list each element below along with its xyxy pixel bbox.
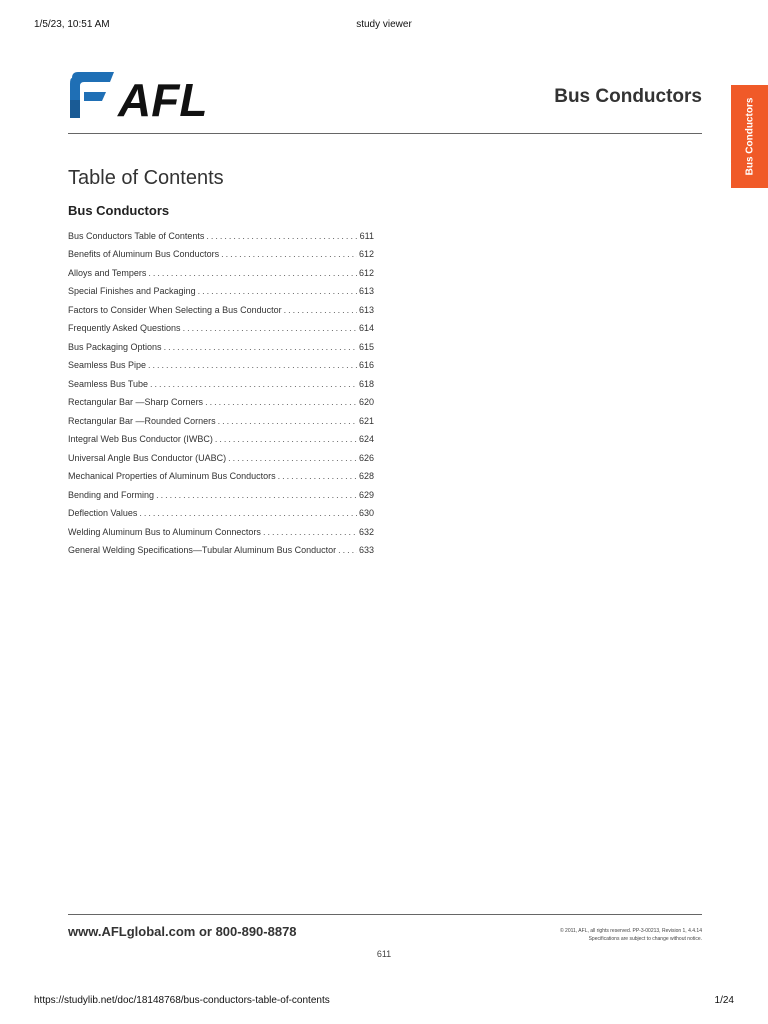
toc-entry[interactable] (68, 241, 374, 260)
toc-entry[interactable] (68, 444, 374, 463)
toc-leader-dots (228, 453, 357, 463)
toc-leader-dots (218, 416, 357, 426)
toc-heading: Table of Contents (68, 167, 224, 189)
toc-entry-page: 629 (358, 489, 374, 500)
toc-entry-title: Alloys and Tempers (68, 267, 147, 278)
toc-entry-title: Frequently Asked Questions (68, 323, 181, 333)
toc-leader-dots (205, 397, 357, 407)
toc-entry-title: Welding Aluminum Bus to Aluminum Connectors (68, 526, 261, 537)
toc-leader-dots (183, 323, 357, 333)
toc-entry[interactable] (68, 333, 374, 352)
toc-leader-dots (156, 490, 357, 500)
print-page-title: study viewer (356, 19, 412, 30)
toc-entry-title: Deflection Values (68, 508, 138, 518)
document-title: Bus Conductors (554, 86, 702, 107)
disclaimer-line: Specifications are subject to change without notice. (588, 936, 702, 942)
toc-entry-page: 628 (358, 471, 374, 481)
print-header (34, 19, 734, 31)
toc-entry-title: Mechanical Properties of Aluminum Bus Conductors (68, 471, 276, 481)
toc-list (68, 222, 374, 555)
toc-leader-dots (338, 545, 357, 555)
toc-leader-dots (164, 342, 357, 352)
toc-entry[interactable] (68, 259, 374, 278)
toc-entry[interactable] (68, 463, 374, 482)
document-page-number: 611 (376, 949, 392, 959)
toc-entry-title: Integral Web Bus Conductor (IWBC) (68, 434, 213, 444)
afl-logo (68, 70, 238, 120)
toc-entry-page: 620 (358, 397, 374, 407)
toc-entry[interactable] (68, 370, 374, 389)
toc-entry-title: Seamless Bus Tube (68, 378, 149, 389)
toc-leader-dots (148, 360, 357, 370)
toc-entry-page: 630 (358, 508, 374, 518)
toc-entry-title: Bus Packaging Options (68, 341, 162, 352)
copyright-line: © 2011, AFL, all rights reserved. PP-3-00213, Revision 1, 4.4.14 (559, 928, 702, 934)
toc-entry[interactable] (68, 500, 374, 519)
toc-leader-dots (198, 286, 357, 296)
toc-entry-title: Bending and Forming (68, 489, 155, 500)
toc-entry[interactable] (68, 296, 374, 315)
toc-entry-page: 612 (358, 267, 374, 278)
toc-entry-title: Rectangular Bar —Sharp Corners (68, 397, 204, 407)
toc-entry-page: 616 (358, 360, 374, 370)
toc-entry-page: 621 (358, 415, 374, 426)
toc-entry[interactable] (68, 389, 374, 408)
toc-entry-page: 615 (358, 341, 374, 352)
toc-leader-dots (263, 527, 357, 537)
toc-leader-dots (215, 434, 357, 444)
toc-leader-dots (278, 471, 357, 481)
toc-entry-page: 613 (358, 304, 374, 315)
toc-entry-title: Universal Angle Bus Conductor (UABC) (68, 452, 227, 463)
toc-entry-title: General Welding Specifications—Tubular Aluminum Bus Conductor (68, 545, 337, 555)
toc-section-title: Bus Conductors (68, 203, 170, 218)
toc-entry-page: 611 (359, 230, 374, 241)
toc-entry-page: 613 (358, 286, 374, 296)
side-tab-label: Bus Conductors (744, 97, 755, 176)
footer-rule (68, 914, 702, 915)
toc-entry[interactable] (68, 407, 374, 426)
toc-entry-page: 626 (358, 452, 374, 463)
toc-entry-page: 633 (358, 545, 374, 555)
header-rule (68, 133, 702, 134)
toc-leader-dots (150, 379, 357, 389)
toc-entry[interactable] (68, 518, 374, 537)
print-pagination: 1/24 (714, 995, 734, 1006)
toc-entry-page: 612 (358, 249, 374, 259)
toc-entry-page: 618 (358, 378, 374, 389)
print-datetime: 1/5/23, 10:51 AM (34, 19, 110, 30)
toc-entry-title: Seamless Bus Pipe (68, 360, 147, 370)
toc-entry-page: 624 (358, 434, 374, 444)
toc-entry-title: Bus Conductors Table of Contents (68, 230, 205, 241)
print-url: https://studylib.net/doc/18148768/bus-conductors-table-of-contents (34, 995, 330, 1006)
toc-leader-dots (139, 508, 357, 518)
logo-text: AFL (118, 74, 208, 120)
toc-entry[interactable] (68, 481, 374, 500)
toc-entry-title: Factors to Consider When Selecting a Bus Conductor (68, 304, 282, 315)
toc-entry[interactable] (68, 537, 374, 556)
toc-leader-dots (221, 249, 357, 259)
toc-entry[interactable] (68, 278, 374, 297)
toc-leader-dots (148, 268, 357, 278)
toc-entry[interactable] (68, 222, 374, 241)
toc-entry-page: 632 (358, 526, 374, 537)
toc-entry[interactable] (68, 352, 374, 371)
toc-entry[interactable] (68, 315, 374, 334)
toc-leader-dots (284, 305, 357, 315)
toc-entry[interactable] (68, 426, 374, 445)
toc-entry-title: Rectangular Bar —Rounded Corners (68, 415, 216, 426)
toc-entry-title: Special Finishes and Packaging (68, 286, 196, 296)
copyright-notice (482, 927, 702, 943)
toc-leader-dots (206, 231, 357, 241)
toc-entry-title: Benefits of Aluminum Bus Conductors (68, 249, 220, 259)
toc-entry-page: 614 (358, 323, 374, 333)
section-side-tab (731, 85, 768, 188)
footer-contact: www.AFLglobal.com or 800-890-8878 (68, 924, 297, 939)
